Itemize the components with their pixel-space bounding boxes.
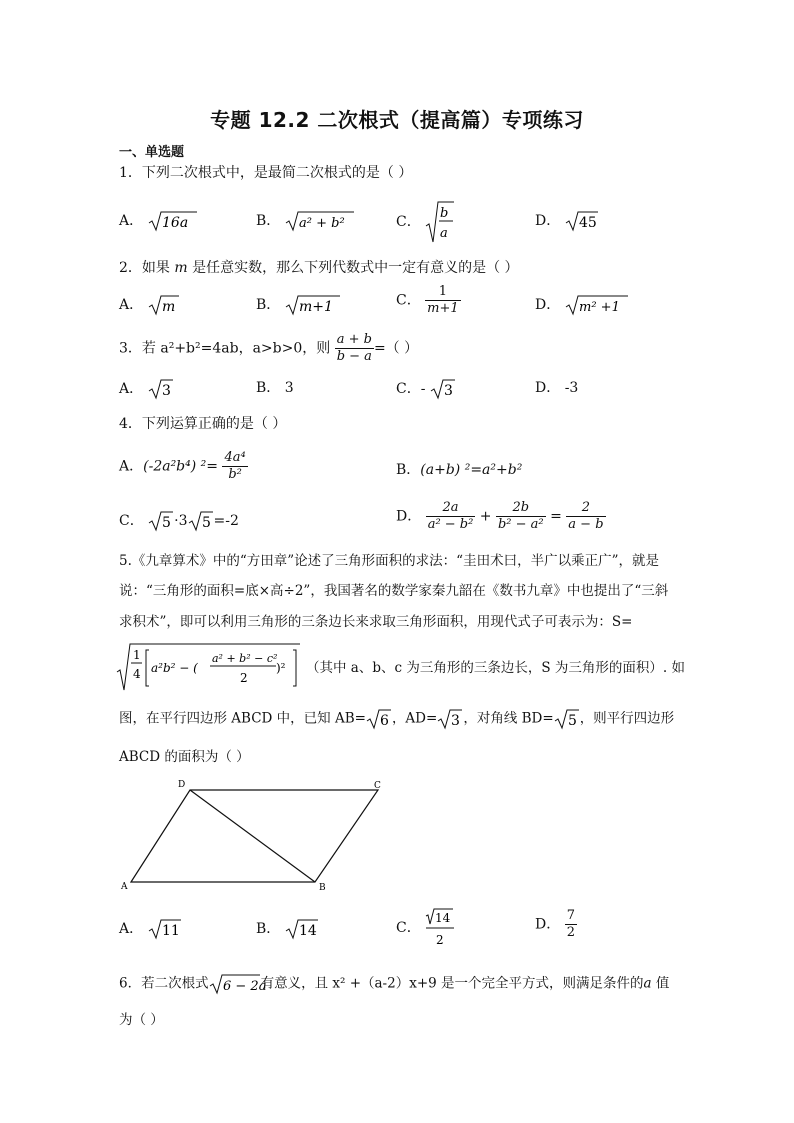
radicand: m+1 [298,299,333,315]
radicand: 14 [298,923,317,939]
stem-text: 图，在平行四边形 ABCD 中，已知 AB= [119,710,366,727]
denominator: a [440,226,448,241]
radicand: 45 [578,215,597,231]
sqrt-icon [209,973,267,995]
stem-text: ，则平行四边形 [579,710,675,727]
sqrt-icon [116,642,302,692]
sqrt-icon [148,378,174,400]
expression: (-2a²b⁴) ²= [143,458,219,475]
question-5-line-6: ABCD 的面积为（ ） [119,749,250,765]
q2-option-b[interactable] [256,294,341,316]
stem-text: =（ ） [373,340,419,357]
denominator: b² [228,467,242,482]
option-label: C． [396,381,421,397]
fraction [566,500,605,533]
radicand: m [161,299,175,315]
option-label: D． [535,916,561,933]
radicand: m² +1 [578,300,620,315]
question-1-stem: 1．下列二次根式中，是最简二次根式的是（ ） [119,165,413,181]
option-label: D． [396,508,422,525]
plus-sign: + [479,508,492,525]
expression: ·3 [174,513,188,529]
option-label: C． [119,513,144,529]
numerator: 2b [496,500,546,517]
denominator: 2 [566,925,575,940]
minus-sign: - [420,381,426,397]
stem-text: 3．若 a²+b²=4ab，a>b>0，则 [119,340,331,357]
option-label: A． [119,458,144,475]
question-2-stem [119,258,519,278]
fraction [335,332,374,365]
option-value: 3 [284,380,294,396]
option-label: B． [256,297,281,313]
parallelogram-figure [118,776,390,900]
q5-option-c[interactable] [396,906,455,950]
expression: =-2 [213,513,239,529]
q4-option-a[interactable] [119,450,248,483]
option-label: A． [119,213,144,229]
stem-text: 2．如果 [119,260,175,276]
radicand: 6 − 2a [222,979,267,994]
q5-option-d[interactable] [535,908,577,941]
question-5-line-4: （其中 a、b、c 为三角形的三条边长，S 为三角形的面积）. 如 [306,660,685,676]
expression: a²b² − ( [151,661,198,675]
option-label: B． [396,462,421,478]
q3-option-c[interactable] [396,378,456,400]
radicand: 3 [161,383,171,399]
sqrt-icon [430,378,456,400]
question-5-line-1: 5.《九章算术》中的“方田章”论述了三角形面积的求法：“圭田术曰，半广以乘正广”，就是 [119,553,659,569]
numerator: 7 [566,908,575,923]
sqrt-icon [285,210,355,232]
radicand: a² + b² [298,216,345,231]
q2-option-a[interactable] [119,294,180,316]
stem-text: ，AD= [391,710,438,727]
q2-option-c[interactable] [396,284,461,317]
numerator: 14 [435,911,451,925]
parallelogram-shape [131,790,378,882]
question-5-line-2: 说：“三角形的面积=底×高÷2”，我国著名的数学家秦九韶在《数书九章》中也提出了“三斜 [119,583,669,599]
question-5-line-3: 求积术”，即可以利用三角形的三条边长来求取三角形面积，用现代式子可表示为：S= [119,614,633,630]
expression: )² [276,661,286,675]
option-label: C． [396,292,421,309]
option-label: D． [535,297,561,313]
denominator: 4 [133,667,141,681]
stem-text: 有意义，且 x² +（a-2）x+9 是一个完全平方式，则满足条件的 [260,975,644,992]
sqrt-icon [148,510,174,532]
q4-option-b[interactable] [396,460,522,480]
numerator: 2 [566,500,605,517]
sqrt-icon [188,510,214,532]
option-label: A． [119,381,144,397]
q1-option-b[interactable] [256,210,355,232]
q1-option-d[interactable] [535,210,599,232]
option-label: D． [535,380,561,396]
numerator: a² + b² − c² [212,652,278,665]
radicand: 6 [379,713,389,729]
radicand: 5 [162,515,172,531]
denominator: 2 [436,933,444,947]
radicand: 5 [567,713,577,729]
numerator: 1 [133,648,141,662]
heron-formula [116,642,302,696]
denominator: 2 [240,671,248,685]
option-label: C． [396,214,421,230]
fraction [496,500,546,533]
q1-option-a[interactable] [119,210,198,232]
fraction [425,284,461,317]
option-label: A． [119,297,144,313]
denominator: a² − b² [427,517,474,532]
q3-option-d[interactable] [535,378,578,398]
sqrt-icon [554,708,580,730]
vertex-label-a: A [121,882,128,892]
option-label: D． [535,213,561,229]
numerator: 1 [425,284,461,301]
vertex-label-c: C [374,781,381,791]
stem-text: 是任意实数，那么下列代数式中一定有意义的是（ ） [187,260,519,276]
question-3-stem [119,332,418,365]
radicand: 5 [201,515,211,531]
sqrt-icon [565,210,599,232]
fraction [565,908,577,941]
q2-option-d[interactable] [535,294,629,316]
option-label: B． [256,213,281,229]
sqrt-icon [366,708,392,730]
q4-option-c[interactable] [119,510,239,532]
diagonal-bd [190,790,315,882]
question-5-line-5 [119,708,674,730]
radicand: 16a [161,215,188,231]
sqrt-icon [425,200,455,244]
fraction [222,450,247,483]
stem-variable: m [174,260,188,276]
q3-option-a[interactable] [119,378,174,400]
sqrt-icon [285,918,319,940]
stem-variable: a [643,975,652,992]
denominator: b² − a² [497,517,544,532]
sqrt-icon [148,294,180,316]
vertex-label-b: B [319,883,326,893]
question-6-line-1 [119,973,669,995]
option-label: B． [256,380,281,396]
sqrt-icon [148,918,182,940]
q1-option-c[interactable] [396,200,455,244]
sqrt-fraction [425,906,455,950]
option-label: C． [396,920,421,936]
stem-text: ，对角线 BD= [463,710,554,727]
sqrt-icon [437,708,463,730]
numerator: 4a⁴ [224,450,246,465]
radicand: 11 [161,923,180,939]
denominator: m+1 [427,301,459,316]
option-value: -3 [564,380,579,396]
equals-sign: = [550,508,562,525]
q3-option-b[interactable] [256,378,294,398]
denominator: a − b [568,517,604,532]
sqrt-icon [285,294,341,316]
denominator: b − a [336,349,372,364]
section-heading: 一、单选题 [119,145,185,160]
question-6-line-2: 为（ ） [119,1012,164,1028]
numerator: a + b [336,332,372,347]
vertex-label-d: D [178,780,186,790]
radicand: 3 [451,713,461,729]
q5-option-b[interactable] [256,918,319,940]
page-title: 专题 12.2 二次根式（提高篇）专项练习 [210,108,584,132]
fraction [426,500,476,533]
q4-option-d[interactable] [396,500,606,533]
stem-text: 6．若二次根式 [119,975,209,992]
numerator: b [440,206,449,221]
sqrt-icon [148,210,198,232]
q5-option-a[interactable] [119,918,182,940]
option-label: B． [256,921,281,937]
numerator: 2a [426,500,476,517]
radicand: 3 [443,383,453,399]
stem-text: 值 [651,975,670,992]
option-label: A． [119,921,144,937]
sqrt-icon [565,294,629,316]
expression: (a+b) ²=a²+b² [420,462,523,478]
question-4-stem: 4．下列运算正确的是（ ） [119,416,287,432]
